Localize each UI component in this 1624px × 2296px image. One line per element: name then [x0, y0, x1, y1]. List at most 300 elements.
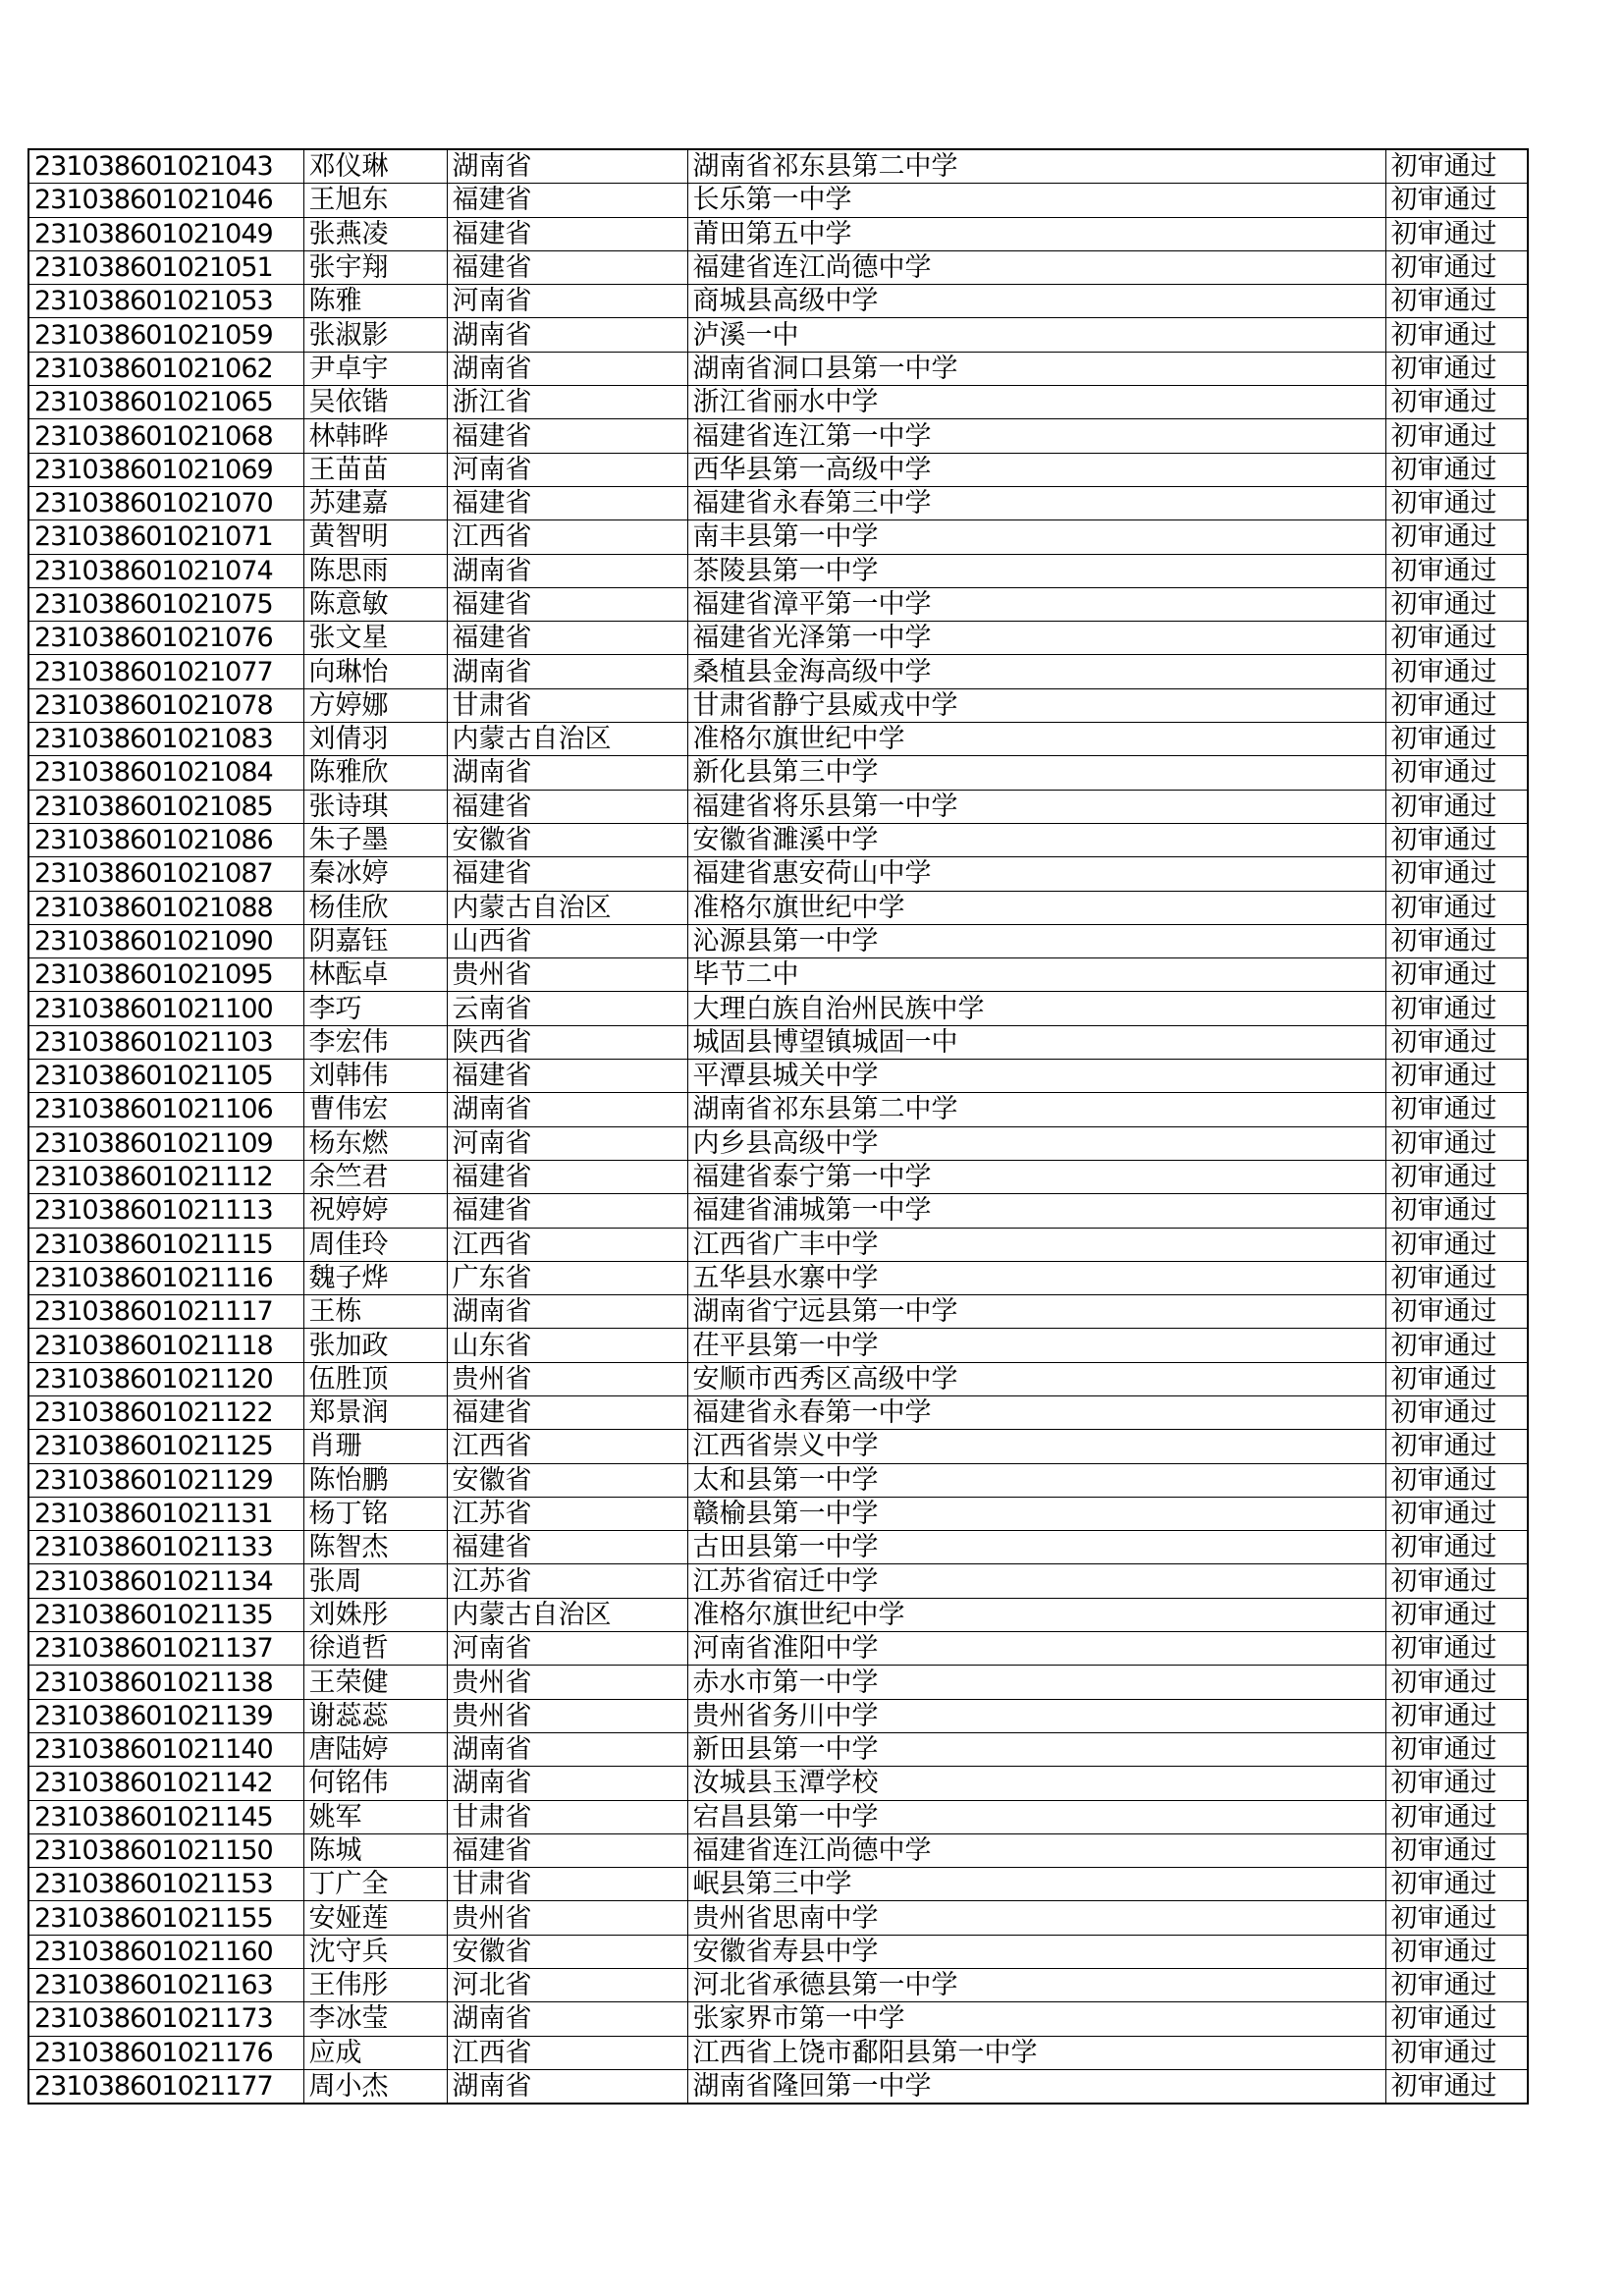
status-cell: 初审通过 [1385, 1598, 1528, 1631]
school-cell: 浙江省丽水中学 [687, 386, 1385, 419]
name-cell: 陈雅欣 [303, 756, 447, 790]
id-cell: 231038601021153 [28, 1868, 303, 1901]
province-cell: 湖南省 [447, 2069, 687, 2104]
status-cell: 初审通过 [1385, 790, 1528, 823]
province-cell: 福建省 [447, 857, 687, 891]
name-cell: 王苗苗 [303, 453, 447, 486]
school-cell: 茶陵县第一中学 [687, 554, 1385, 587]
school-cell: 赤水市第一中学 [687, 1666, 1385, 1699]
id-cell: 231038601021118 [28, 1329, 303, 1362]
id-cell: 231038601021078 [28, 688, 303, 722]
province-cell: 江西省 [447, 1228, 687, 1261]
province-cell: 河南省 [447, 285, 687, 318]
name-cell: 刘倩羽 [303, 723, 447, 756]
id-cell: 231038601021142 [28, 1767, 303, 1800]
name-cell: 沈守兵 [303, 1935, 447, 1968]
name-cell: 谢蕊蕊 [303, 1699, 447, 1732]
table-row [28, 1564, 1528, 1598]
province-cell: 江西省 [447, 2036, 687, 2069]
id-cell: 231038601021053 [28, 285, 303, 318]
school-cell: 福建省漳平第一中学 [687, 587, 1385, 621]
name-cell: 应成 [303, 2036, 447, 2069]
school-cell: 毕节二中 [687, 958, 1385, 992]
province-cell: 内蒙古自治区 [447, 1598, 687, 1631]
status-cell: 初审通过 [1385, 1463, 1528, 1497]
table-row [28, 1497, 1528, 1530]
table-row [28, 1767, 1528, 1800]
status-cell: 初审通过 [1385, 756, 1528, 790]
table-row [28, 1093, 1528, 1126]
results-table [27, 148, 1529, 2105]
province-cell: 贵州省 [447, 958, 687, 992]
table-row [28, 1463, 1528, 1497]
name-cell: 向琳怡 [303, 655, 447, 688]
id-cell: 231038601021177 [28, 2069, 303, 2104]
status-cell: 初审通过 [1385, 1430, 1528, 1463]
status-cell: 初审通过 [1385, 149, 1528, 184]
table-row [28, 1329, 1528, 1362]
id-cell: 231038601021138 [28, 1666, 303, 1699]
name-cell: 邓仪琳 [303, 149, 447, 184]
id-cell: 231038601021120 [28, 1362, 303, 1395]
name-cell: 余竺君 [303, 1160, 447, 1193]
name-cell: 张加政 [303, 1329, 447, 1362]
table-row [28, 1531, 1528, 1564]
province-cell: 湖南省 [447, 352, 687, 385]
table-row [28, 2069, 1528, 2104]
school-cell: 泸溪一中 [687, 318, 1385, 352]
name-cell: 陈智杰 [303, 1531, 447, 1564]
province-cell: 山东省 [447, 1329, 687, 1362]
id-cell: 231038601021085 [28, 790, 303, 823]
province-cell: 河北省 [447, 1969, 687, 2002]
id-cell: 231038601021077 [28, 655, 303, 688]
table-row [28, 1699, 1528, 1732]
name-cell: 朱子墨 [303, 823, 447, 856]
id-cell: 231038601021133 [28, 1531, 303, 1564]
id-cell: 231038601021105 [28, 1060, 303, 1093]
school-cell: 太和县第一中学 [687, 1463, 1385, 1497]
school-cell: 河南省淮阳中学 [687, 1632, 1385, 1666]
province-cell: 内蒙古自治区 [447, 891, 687, 924]
school-cell: 福建省连江尚德中学 [687, 250, 1385, 284]
table-row [28, 1430, 1528, 1463]
school-cell: 安徽省寿县中学 [687, 1935, 1385, 1968]
name-cell: 吴依锴 [303, 386, 447, 419]
school-cell: 新田县第一中学 [687, 1732, 1385, 1766]
name-cell: 王伟彤 [303, 1969, 447, 2002]
table-row [28, 1632, 1528, 1666]
id-cell: 231038601021125 [28, 1430, 303, 1463]
id-cell: 231038601021106 [28, 1093, 303, 1126]
status-cell: 初审通过 [1385, 891, 1528, 924]
school-cell: 江西省广丰中学 [687, 1228, 1385, 1261]
status-cell: 初审通过 [1385, 486, 1528, 519]
province-cell: 内蒙古自治区 [447, 723, 687, 756]
id-cell: 231038601021088 [28, 891, 303, 924]
id-cell: 231038601021163 [28, 1969, 303, 2002]
status-cell: 初审通过 [1385, 1767, 1528, 1800]
status-cell: 初审通过 [1385, 1160, 1528, 1193]
name-cell: 曹伟宏 [303, 1093, 447, 1126]
table-row [28, 1969, 1528, 2002]
name-cell: 陈怡鹏 [303, 1463, 447, 1497]
name-cell: 杨佳欣 [303, 891, 447, 924]
status-cell: 初审通过 [1385, 352, 1528, 385]
id-cell: 231038601021051 [28, 250, 303, 284]
school-cell: 安徽省濉溪中学 [687, 823, 1385, 856]
province-cell: 福建省 [447, 1833, 687, 1867]
status-cell: 初审通过 [1385, 554, 1528, 587]
table-row [28, 891, 1528, 924]
status-cell: 初审通过 [1385, 1564, 1528, 1598]
status-cell: 初审通过 [1385, 1395, 1528, 1429]
table-row [28, 1194, 1528, 1228]
name-cell: 李巧 [303, 992, 447, 1025]
id-cell: 231038601021059 [28, 318, 303, 352]
school-cell: 湖南省洞口县第一中学 [687, 352, 1385, 385]
id-cell: 231038601021049 [28, 217, 303, 250]
school-cell: 福建省浦城第一中学 [687, 1194, 1385, 1228]
status-cell: 初审通过 [1385, 1969, 1528, 2002]
name-cell: 陈思雨 [303, 554, 447, 587]
school-cell: 贵州省思南中学 [687, 1901, 1385, 1935]
name-cell: 方婷娜 [303, 688, 447, 722]
id-cell: 231038601021122 [28, 1395, 303, 1429]
school-cell: 江西省上饶市鄱阳县第一中学 [687, 2036, 1385, 2069]
status-cell: 初审通过 [1385, 1699, 1528, 1732]
id-cell: 231038601021068 [28, 419, 303, 453]
province-cell: 甘肃省 [447, 688, 687, 722]
school-cell: 商城县高级中学 [687, 285, 1385, 318]
table-row [28, 217, 1528, 250]
school-cell: 福建省泰宁第一中学 [687, 1160, 1385, 1193]
province-cell: 湖南省 [447, 318, 687, 352]
status-cell: 初审通过 [1385, 318, 1528, 352]
status-cell: 初审通过 [1385, 587, 1528, 621]
school-cell: 福建省永春第三中学 [687, 486, 1385, 519]
table-row [28, 823, 1528, 856]
status-cell: 初审通过 [1385, 1497, 1528, 1530]
id-cell: 231038601021043 [28, 149, 303, 184]
table-row [28, 453, 1528, 486]
province-cell: 甘肃省 [447, 1800, 687, 1833]
name-cell: 张燕凌 [303, 217, 447, 250]
school-cell: 西华县第一高级中学 [687, 453, 1385, 486]
school-cell: 城固县博望镇城固一中 [687, 1025, 1385, 1059]
status-cell: 初审通过 [1385, 1093, 1528, 1126]
name-cell: 张宇翔 [303, 250, 447, 284]
status-cell: 初审通过 [1385, 1261, 1528, 1294]
name-cell: 周佳玲 [303, 1228, 447, 1261]
school-cell: 安顺市西秀区高级中学 [687, 1362, 1385, 1395]
id-cell: 231038601021090 [28, 924, 303, 957]
school-cell: 湖南省宁远县第一中学 [687, 1295, 1385, 1329]
name-cell: 伍胜顶 [303, 1362, 447, 1395]
name-cell: 郑景润 [303, 1395, 447, 1429]
school-cell: 新化县第三中学 [687, 756, 1385, 790]
status-cell: 初审通过 [1385, 992, 1528, 1025]
school-cell: 准格尔旗世纪中学 [687, 1598, 1385, 1631]
province-cell: 江西省 [447, 1430, 687, 1463]
table-row [28, 1362, 1528, 1395]
province-cell: 安徽省 [447, 1935, 687, 1968]
province-cell: 湖南省 [447, 554, 687, 587]
status-cell: 初审通过 [1385, 2036, 1528, 2069]
id-cell: 231038601021155 [28, 1901, 303, 1935]
province-cell: 福建省 [447, 1395, 687, 1429]
status-cell: 初审通过 [1385, 1295, 1528, 1329]
id-cell: 231038601021145 [28, 1800, 303, 1833]
name-cell: 杨东燃 [303, 1126, 447, 1160]
name-cell: 刘姝彤 [303, 1598, 447, 1631]
name-cell: 王旭东 [303, 184, 447, 217]
table-row [28, 554, 1528, 587]
name-cell: 陈意敏 [303, 587, 447, 621]
school-cell: 福建省连江尚德中学 [687, 1833, 1385, 1867]
province-cell: 福建省 [447, 184, 687, 217]
province-cell: 福建省 [447, 587, 687, 621]
table-row [28, 1833, 1528, 1867]
status-cell: 初审通过 [1385, 1126, 1528, 1160]
province-cell: 广东省 [447, 1261, 687, 1294]
table-row [28, 1868, 1528, 1901]
status-cell: 初审通过 [1385, 1800, 1528, 1833]
table-row [28, 924, 1528, 957]
id-cell: 231038601021071 [28, 520, 303, 554]
id-cell: 231038601021083 [28, 723, 303, 756]
table-row [28, 756, 1528, 790]
id-cell: 231038601021074 [28, 554, 303, 587]
province-cell: 福建省 [447, 419, 687, 453]
table-row [28, 1060, 1528, 1093]
results-table-body [28, 149, 1528, 2104]
status-cell: 初审通过 [1385, 1531, 1528, 1564]
province-cell: 湖南省 [447, 1732, 687, 1766]
province-cell: 福建省 [447, 217, 687, 250]
table-row [28, 790, 1528, 823]
province-cell: 河南省 [447, 1632, 687, 1666]
school-cell: 湖南省隆回第一中学 [687, 2069, 1385, 2104]
id-cell: 231038601021115 [28, 1228, 303, 1261]
table-row [28, 520, 1528, 554]
province-cell: 山西省 [447, 924, 687, 957]
table-row [28, 992, 1528, 1025]
name-cell: 林韩晔 [303, 419, 447, 453]
table-row [28, 1261, 1528, 1294]
name-cell: 唐陆婷 [303, 1732, 447, 1766]
school-cell: 江西省崇义中学 [687, 1430, 1385, 1463]
school-cell: 长乐第一中学 [687, 184, 1385, 217]
table-row [28, 318, 1528, 352]
id-cell: 231038601021095 [28, 958, 303, 992]
school-cell: 平潭县城关中学 [687, 1060, 1385, 1093]
id-cell: 231038601021173 [28, 2002, 303, 2036]
table-row [28, 857, 1528, 891]
table-row [28, 386, 1528, 419]
province-cell: 陕西省 [447, 1025, 687, 1059]
name-cell: 尹卓宇 [303, 352, 447, 385]
province-cell: 安徽省 [447, 1463, 687, 1497]
status-cell: 初审通过 [1385, 2002, 1528, 2036]
status-cell: 初审通过 [1385, 217, 1528, 250]
school-cell: 茌平县第一中学 [687, 1329, 1385, 1362]
status-cell: 初审通过 [1385, 823, 1528, 856]
province-cell: 甘肃省 [447, 1868, 687, 1901]
table-row [28, 1935, 1528, 1968]
table-row [28, 1901, 1528, 1935]
status-cell: 初审通过 [1385, 1632, 1528, 1666]
table-row [28, 1666, 1528, 1699]
name-cell: 陈雅 [303, 285, 447, 318]
table-row [28, 2036, 1528, 2069]
status-cell: 初审通过 [1385, 419, 1528, 453]
school-cell: 准格尔旗世纪中学 [687, 891, 1385, 924]
school-cell: 古田县第一中学 [687, 1531, 1385, 1564]
school-cell: 南丰县第一中学 [687, 520, 1385, 554]
province-cell: 浙江省 [447, 386, 687, 419]
name-cell: 周小杰 [303, 2069, 447, 2104]
table-row [28, 1295, 1528, 1329]
id-cell: 231038601021075 [28, 587, 303, 621]
id-cell: 231038601021113 [28, 1194, 303, 1228]
id-cell: 231038601021065 [28, 386, 303, 419]
province-cell: 福建省 [447, 1194, 687, 1228]
province-cell: 福建省 [447, 1160, 687, 1193]
status-cell: 初审通过 [1385, 1833, 1528, 1867]
province-cell: 云南省 [447, 992, 687, 1025]
id-cell: 231038601021112 [28, 1160, 303, 1193]
table-row [28, 2002, 1528, 2036]
status-cell: 初审通过 [1385, 1329, 1528, 1362]
table-row [28, 285, 1528, 318]
province-cell: 福建省 [447, 790, 687, 823]
school-cell: 湖南省祁东县第二中学 [687, 149, 1385, 184]
id-cell: 231038601021117 [28, 1295, 303, 1329]
status-cell: 初审通过 [1385, 857, 1528, 891]
table-row [28, 655, 1528, 688]
school-cell: 贵州省务川中学 [687, 1699, 1385, 1732]
table-row [28, 1126, 1528, 1160]
status-cell: 初审通过 [1385, 1362, 1528, 1395]
id-cell: 231038601021086 [28, 823, 303, 856]
status-cell: 初审通过 [1385, 1228, 1528, 1261]
status-cell: 初审通过 [1385, 453, 1528, 486]
school-cell: 江苏省宿迁中学 [687, 1564, 1385, 1598]
name-cell: 陈城 [303, 1833, 447, 1867]
province-cell: 贵州省 [447, 1362, 687, 1395]
table-row [28, 352, 1528, 385]
status-cell: 初审通过 [1385, 1025, 1528, 1059]
status-cell: 初审通过 [1385, 1901, 1528, 1935]
status-cell: 初审通过 [1385, 2069, 1528, 2104]
status-cell: 初审通过 [1385, 1732, 1528, 1766]
id-cell: 231038601021139 [28, 1699, 303, 1732]
status-cell: 初审通过 [1385, 285, 1528, 318]
status-cell: 初审通过 [1385, 250, 1528, 284]
school-cell: 赣榆县第一中学 [687, 1497, 1385, 1530]
id-cell: 231038601021150 [28, 1833, 303, 1867]
table-row [28, 1025, 1528, 1059]
id-cell: 231038601021131 [28, 1497, 303, 1530]
name-cell: 张诗琪 [303, 790, 447, 823]
table-row [28, 1598, 1528, 1631]
school-cell: 五华县水寨中学 [687, 1261, 1385, 1294]
name-cell: 张淑影 [303, 318, 447, 352]
school-cell: 福建省光泽第一中学 [687, 622, 1385, 655]
status-cell: 初审通过 [1385, 520, 1528, 554]
school-cell: 汝城县玉潭学校 [687, 1767, 1385, 1800]
name-cell: 张周 [303, 1564, 447, 1598]
table-row [28, 1160, 1528, 1193]
id-cell: 231038601021129 [28, 1463, 303, 1497]
status-cell: 初审通过 [1385, 1868, 1528, 1901]
school-cell: 张家界市第一中学 [687, 2002, 1385, 2036]
name-cell: 阴嘉钰 [303, 924, 447, 957]
status-cell: 初审通过 [1385, 184, 1528, 217]
province-cell: 贵州省 [447, 1901, 687, 1935]
school-cell: 福建省连江第一中学 [687, 419, 1385, 453]
name-cell: 肖珊 [303, 1430, 447, 1463]
school-cell: 福建省惠安荷山中学 [687, 857, 1385, 891]
name-cell: 林酝卓 [303, 958, 447, 992]
name-cell: 黄智明 [303, 520, 447, 554]
province-cell: 河南省 [447, 1126, 687, 1160]
status-cell: 初审通过 [1385, 386, 1528, 419]
table-row [28, 1800, 1528, 1833]
id-cell: 231038601021069 [28, 453, 303, 486]
id-cell: 231038601021134 [28, 1564, 303, 1598]
name-cell: 丁广全 [303, 1868, 447, 1901]
status-cell: 初审通过 [1385, 958, 1528, 992]
id-cell: 231038601021062 [28, 352, 303, 385]
school-cell: 内乡县高级中学 [687, 1126, 1385, 1160]
status-cell: 初审通过 [1385, 723, 1528, 756]
school-cell: 莆田第五中学 [687, 217, 1385, 250]
table-row [28, 250, 1528, 284]
table-row [28, 1395, 1528, 1429]
province-cell: 湖南省 [447, 1767, 687, 1800]
table-row [28, 723, 1528, 756]
id-cell: 231038601021109 [28, 1126, 303, 1160]
province-cell: 江西省 [447, 520, 687, 554]
table-row [28, 622, 1528, 655]
province-cell: 湖南省 [447, 1093, 687, 1126]
name-cell: 祝婷婷 [303, 1194, 447, 1228]
province-cell: 湖南省 [447, 1295, 687, 1329]
province-cell: 贵州省 [447, 1699, 687, 1732]
name-cell: 苏建嘉 [303, 486, 447, 519]
table-row [28, 587, 1528, 621]
name-cell: 李冰莹 [303, 2002, 447, 2036]
school-cell: 岷县第三中学 [687, 1868, 1385, 1901]
id-cell: 231038601021137 [28, 1632, 303, 1666]
name-cell: 秦冰婷 [303, 857, 447, 891]
id-cell: 231038601021140 [28, 1732, 303, 1766]
province-cell: 安徽省 [447, 823, 687, 856]
table-row [28, 688, 1528, 722]
id-cell: 231038601021103 [28, 1025, 303, 1059]
school-cell: 河北省承德县第一中学 [687, 1969, 1385, 2002]
status-cell: 初审通过 [1385, 1194, 1528, 1228]
id-cell: 231038601021087 [28, 857, 303, 891]
status-cell: 初审通过 [1385, 1935, 1528, 1968]
id-cell: 231038601021176 [28, 2036, 303, 2069]
id-cell: 231038601021070 [28, 486, 303, 519]
school-cell: 福建省永春第一中学 [687, 1395, 1385, 1429]
id-cell: 231038601021160 [28, 1935, 303, 1968]
province-cell: 湖南省 [447, 756, 687, 790]
